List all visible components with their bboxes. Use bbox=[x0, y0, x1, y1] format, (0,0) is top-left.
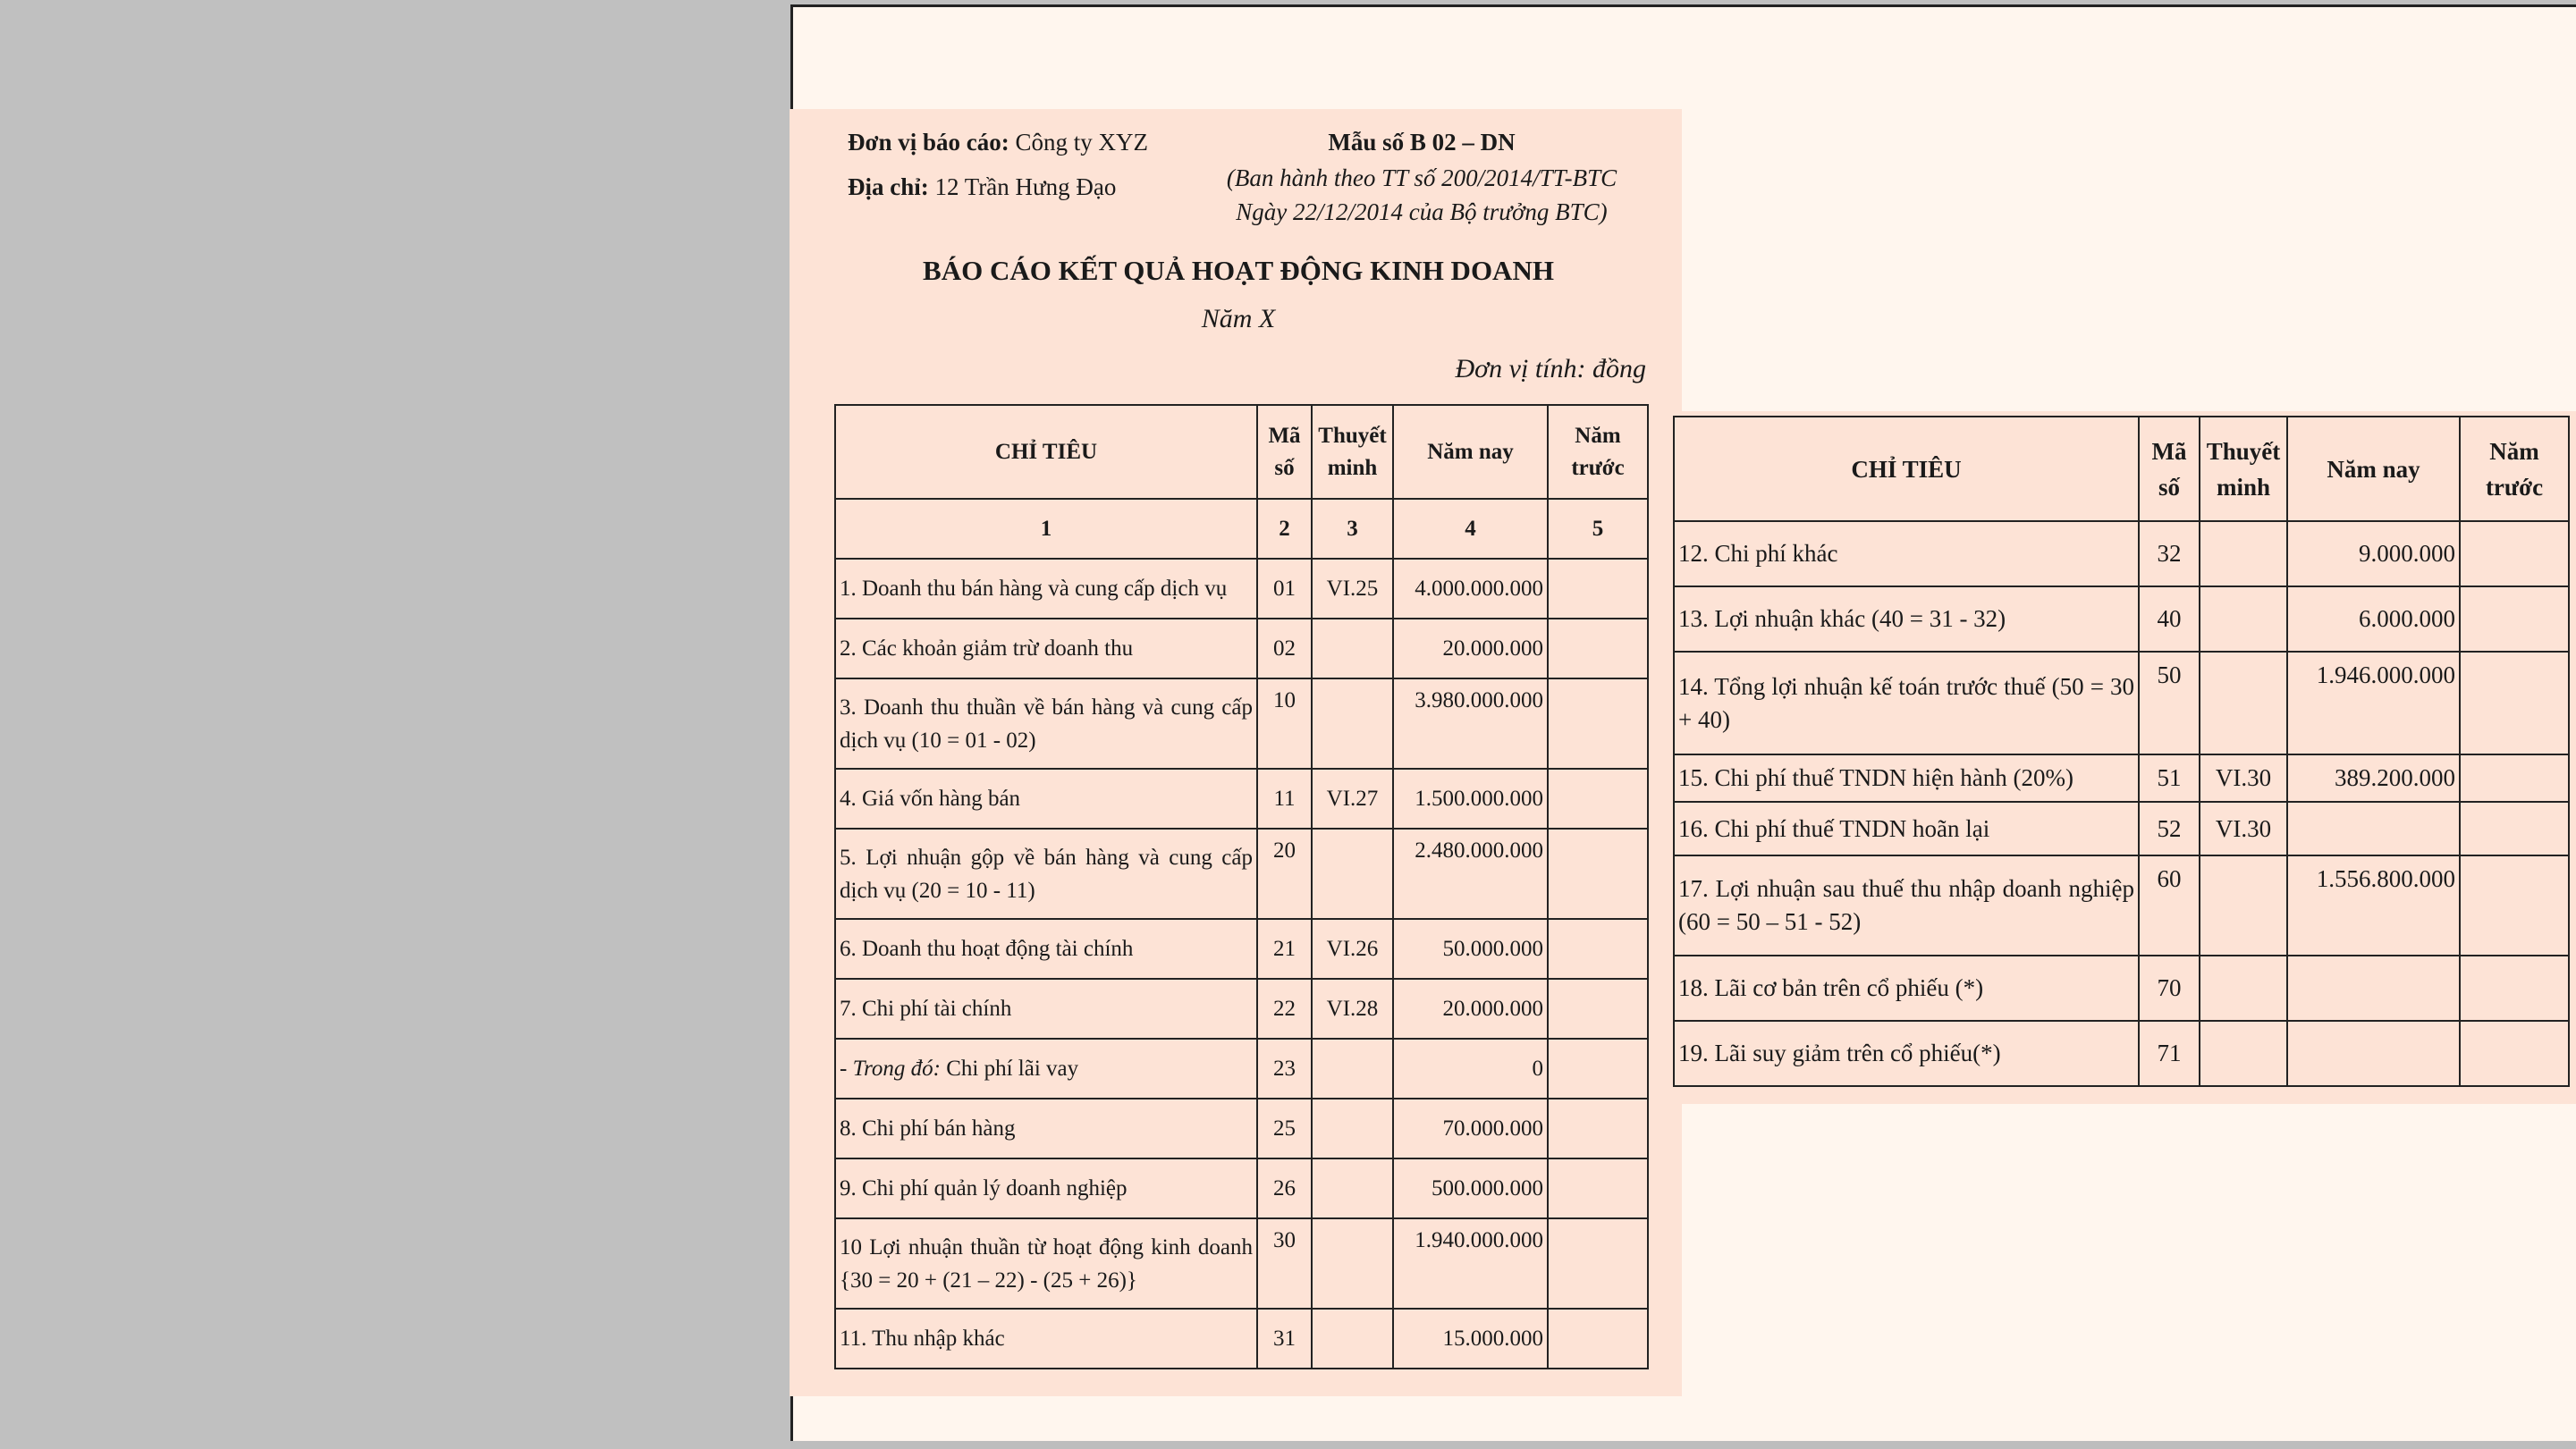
row-note bbox=[1312, 678, 1393, 769]
row-label-text: 1. Doanh thu bán hàng và cung cấp dịch vụ bbox=[840, 577, 1228, 601]
row-code: 32 bbox=[2139, 521, 2200, 586]
row-code: 22 bbox=[1257, 979, 1312, 1039]
row-label bbox=[835, 1099, 1257, 1158]
income-statement-table-right bbox=[1673, 416, 2570, 1087]
reporting-unit-label: Đơn vị báo cáo: bbox=[848, 129, 1009, 156]
row-code: 51 bbox=[2139, 754, 2200, 802]
income-statement-table-left bbox=[834, 404, 1649, 1369]
row-note bbox=[2200, 1021, 2287, 1086]
row-note bbox=[1312, 1039, 1393, 1099]
row-previous bbox=[1548, 559, 1648, 619]
row-previous bbox=[2460, 521, 2569, 586]
row-label bbox=[1674, 521, 2139, 586]
row-label-text: 5. Lợi nhuận gộp về bán hàng và cung cấp dịch vụ (20 = 10 - 11) bbox=[840, 845, 1253, 903]
row-current: 20.000.000 bbox=[1393, 619, 1548, 678]
column-index-row bbox=[835, 499, 1648, 559]
row-label-text: 14. Tổng lợi nhuận kế toán trước thuế (50 = 30 + 40) bbox=[1678, 672, 2134, 733]
row-current: 50.000.000 bbox=[1393, 919, 1548, 979]
table-row bbox=[835, 1309, 1648, 1369]
row-label-text: 7. Chi phí tài chính bbox=[840, 997, 1012, 1021]
row-current: 1.500.000.000 bbox=[1393, 769, 1548, 829]
table-row bbox=[1674, 1021, 2569, 1086]
table-row bbox=[1674, 586, 2569, 652]
row-previous bbox=[1548, 1309, 1648, 1369]
row-label-text: 4. Giá vốn hàng bán bbox=[840, 787, 1021, 811]
row-previous bbox=[2460, 802, 2569, 855]
col-ma-so: Mã số bbox=[2139, 417, 2200, 521]
row-note: VI.27 bbox=[1312, 769, 1393, 829]
row-previous bbox=[1548, 769, 1648, 829]
row-current bbox=[2287, 956, 2460, 1021]
form-code: Mẫu số B 02 – DN bbox=[1328, 129, 1516, 156]
address bbox=[848, 170, 1116, 204]
row-note bbox=[2200, 652, 2287, 754]
row-label bbox=[1674, 802, 2139, 855]
col-index-2: 2 bbox=[1257, 499, 1312, 559]
row-current: 1.940.000.000 bbox=[1393, 1218, 1548, 1309]
table-row bbox=[1674, 521, 2569, 586]
row-current: 1.946.000.000 bbox=[2287, 652, 2460, 754]
col-index-1: 1 bbox=[835, 499, 1257, 559]
row-current: 500.000.000 bbox=[1393, 1158, 1548, 1218]
col-chi-tieu: CHỈ TIÊU bbox=[1674, 417, 2139, 521]
row-label-text: 3. Doanh thu thuần về bán hàng và cung cấp dịch vụ (10 = 01 - 02) bbox=[840, 695, 1253, 753]
row-note bbox=[1312, 829, 1393, 919]
row-previous bbox=[2460, 586, 2569, 652]
table-row bbox=[1674, 802, 2569, 855]
table-row bbox=[835, 619, 1648, 678]
col-nam-nay: Năm nay bbox=[2287, 417, 2460, 521]
row-code: 30 bbox=[1257, 1218, 1312, 1309]
row-label bbox=[835, 678, 1257, 769]
row-code: 23 bbox=[1257, 1039, 1312, 1099]
row-previous bbox=[1548, 678, 1648, 769]
row-note bbox=[2200, 956, 2287, 1021]
row-label-text: 11. Thu nhập khác bbox=[840, 1327, 1005, 1351]
row-previous bbox=[2460, 956, 2569, 1021]
header-row bbox=[835, 405, 1648, 499]
row-note bbox=[1312, 1218, 1393, 1309]
col-thuyet-minh: Thuyết minh bbox=[2200, 417, 2287, 521]
row-code: 60 bbox=[2139, 855, 2200, 956]
row-code: 70 bbox=[2139, 956, 2200, 1021]
form-note-line-2: Ngày 22/12/2014 của Bộ trưởng BTC) bbox=[1236, 198, 1608, 225]
row-label bbox=[835, 829, 1257, 919]
row-label-text: 2. Các khoản giảm trừ doanh thu bbox=[840, 636, 1134, 661]
row-label-text: 19. Lãi suy giảm trên cổ phiếu(*) bbox=[1678, 1040, 2001, 1066]
row-code: 21 bbox=[1257, 919, 1312, 979]
row-previous bbox=[1548, 619, 1648, 678]
table-row bbox=[835, 1218, 1648, 1309]
row-current: 15.000.000 bbox=[1393, 1309, 1548, 1369]
row-code: 10 bbox=[1257, 678, 1312, 769]
row-label bbox=[835, 1039, 1257, 1099]
col-index-4: 4 bbox=[1393, 499, 1548, 559]
col-nam-nay: Năm nay bbox=[1393, 405, 1548, 499]
row-label-text: 13. Lợi nhuận khác (40 = 31 - 32) bbox=[1678, 605, 2006, 632]
row-code: 25 bbox=[1257, 1099, 1312, 1158]
row-note bbox=[2200, 855, 2287, 956]
row-label-text: 15. Chi phí thuế TNDN hiện hành (20%) bbox=[1678, 764, 2073, 791]
row-previous bbox=[1548, 1158, 1648, 1218]
row-current: 0 bbox=[1393, 1039, 1548, 1099]
table-row bbox=[835, 1158, 1648, 1218]
row-code: 40 bbox=[2139, 586, 2200, 652]
row-previous bbox=[2460, 1021, 2569, 1086]
row-label bbox=[1674, 956, 2139, 1021]
col-nam-truoc: Năm trước bbox=[2460, 417, 2569, 521]
col-chi-tieu: CHỈ TIÊU bbox=[835, 405, 1257, 499]
row-current: 3.980.000.000 bbox=[1393, 678, 1548, 769]
row-note bbox=[2200, 521, 2287, 586]
table-row bbox=[835, 559, 1648, 619]
row-label bbox=[1674, 586, 2139, 652]
bottom-strip bbox=[790, 1441, 2576, 1449]
row-note bbox=[2200, 586, 2287, 652]
row-label bbox=[835, 979, 1257, 1039]
col-index-5: 5 bbox=[1548, 499, 1648, 559]
row-label bbox=[835, 619, 1257, 678]
row-code: 11 bbox=[1257, 769, 1312, 829]
row-note: VI.30 bbox=[2200, 754, 2287, 802]
row-label-prefix: - Trong đó: bbox=[840, 1057, 941, 1081]
form-note-line-1: (Ban hành theo TT số 200/2014/TT-BTC bbox=[1226, 164, 1617, 191]
row-label bbox=[835, 919, 1257, 979]
address-label: Địa chỉ: bbox=[848, 173, 929, 200]
row-note bbox=[1312, 1099, 1393, 1158]
row-label bbox=[835, 1309, 1257, 1369]
reporting-unit-value: Công ty XYZ bbox=[1015, 129, 1148, 156]
row-code: 01 bbox=[1257, 559, 1312, 619]
table-row bbox=[835, 678, 1648, 769]
row-code: 26 bbox=[1257, 1158, 1312, 1218]
address-value: 12 Trần Hưng Đạo bbox=[934, 173, 1117, 200]
currency-unit: Đơn vị tính: đồng bbox=[1455, 354, 1646, 383]
row-note bbox=[1312, 1309, 1393, 1369]
row-label bbox=[1674, 652, 2139, 754]
row-code: 20 bbox=[1257, 829, 1312, 919]
row-code: 52 bbox=[2139, 802, 2200, 855]
row-label bbox=[835, 1218, 1257, 1309]
table-row bbox=[1674, 855, 2569, 956]
row-label bbox=[1674, 1021, 2139, 1086]
row-label-text: 16. Chi phí thuế TNDN hoãn lại bbox=[1678, 814, 1990, 842]
row-label-text: 12. Chi phí khác bbox=[1678, 540, 1838, 567]
row-previous bbox=[2460, 652, 2569, 754]
table-row bbox=[835, 829, 1648, 919]
table-row bbox=[835, 979, 1648, 1039]
row-label-text: 18. Lãi cơ bản trên cổ phiếu (*) bbox=[1678, 974, 1984, 1001]
row-code: 31 bbox=[1257, 1309, 1312, 1369]
table-row bbox=[835, 1099, 1648, 1158]
row-previous bbox=[2460, 754, 2569, 802]
row-note: VI.26 bbox=[1312, 919, 1393, 979]
row-previous bbox=[1548, 1099, 1648, 1158]
row-label-text: 9. Chi phí quản lý doanh nghiệp bbox=[840, 1176, 1128, 1200]
row-label bbox=[835, 559, 1257, 619]
table-row bbox=[1674, 956, 2569, 1021]
row-label bbox=[835, 769, 1257, 829]
reporting-unit bbox=[848, 125, 1148, 159]
row-code: 71 bbox=[2139, 1021, 2200, 1086]
row-previous bbox=[1548, 979, 1648, 1039]
row-code: 02 bbox=[1257, 619, 1312, 678]
row-previous bbox=[1548, 829, 1648, 919]
row-label-text: 17. Lợi nhuận sau thuế thu nhập doanh nghiệp (60 = 50 – 51 - 52) bbox=[1678, 875, 2134, 935]
row-code: 50 bbox=[2139, 652, 2200, 754]
col-thuyet-minh: Thuyết minh bbox=[1312, 405, 1393, 499]
row-previous bbox=[1548, 1218, 1648, 1309]
row-current: 4.000.000.000 bbox=[1393, 559, 1548, 619]
row-label-text: Chi phí lãi vay bbox=[946, 1057, 1079, 1081]
row-note: VI.25 bbox=[1312, 559, 1393, 619]
row-label bbox=[835, 1158, 1257, 1218]
table-row bbox=[835, 1039, 1648, 1099]
row-previous bbox=[1548, 919, 1648, 979]
row-current bbox=[2287, 802, 2460, 855]
report-year: Năm X bbox=[1201, 304, 1276, 333]
row-current: 70.000.000 bbox=[1393, 1099, 1548, 1158]
row-current: 20.000.000 bbox=[1393, 979, 1548, 1039]
row-previous bbox=[2460, 855, 2569, 956]
row-current: 6.000.000 bbox=[2287, 586, 2460, 652]
col-nam-truoc: Năm trước bbox=[1548, 405, 1648, 499]
table-row bbox=[1674, 754, 2569, 802]
row-current: 2.480.000.000 bbox=[1393, 829, 1548, 919]
row-label bbox=[1674, 855, 2139, 956]
table-row bbox=[835, 919, 1648, 979]
table-row bbox=[835, 769, 1648, 829]
row-current: 1.556.800.000 bbox=[2287, 855, 2460, 956]
row-current bbox=[2287, 1021, 2460, 1086]
table-row bbox=[1674, 652, 2569, 754]
row-label-text: 6. Doanh thu hoạt động tài chính bbox=[840, 937, 1134, 961]
row-note: VI.28 bbox=[1312, 979, 1393, 1039]
row-previous bbox=[1548, 1039, 1648, 1099]
col-ma-so: Mã số bbox=[1257, 405, 1312, 499]
row-note: VI.30 bbox=[2200, 802, 2287, 855]
row-label-text: 10 Lợi nhuận thuần từ hoạt động kinh doanh {30 = 20 + (21 – 22) - (25 + 26)} bbox=[840, 1234, 1253, 1293]
header-row bbox=[1674, 417, 2569, 521]
report-title: BÁO CÁO KẾT QUẢ HOẠT ĐỘNG KINH DOANH bbox=[923, 255, 1554, 286]
row-current: 389.200.000 bbox=[2287, 754, 2460, 802]
row-label-text: 8. Chi phí bán hàng bbox=[840, 1116, 1016, 1141]
row-current: 9.000.000 bbox=[2287, 521, 2460, 586]
col-index-3: 3 bbox=[1312, 499, 1393, 559]
row-label bbox=[1674, 754, 2139, 802]
row-note bbox=[1312, 619, 1393, 678]
row-note bbox=[1312, 1158, 1393, 1218]
